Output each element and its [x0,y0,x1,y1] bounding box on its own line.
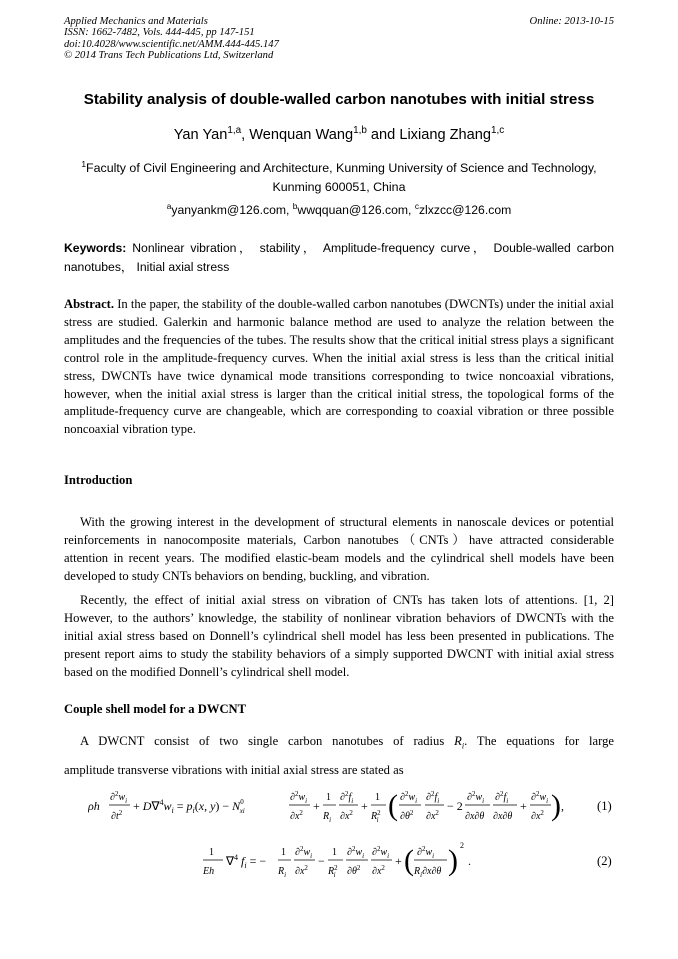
svg-text:∂θ2: $\partial\theta^2$ [347,864,361,877]
affiliation: $^1$Faculty of Civil Engineering and Architecture, Kunming University of Science and Technology, Kunming 600051, China [81,158,597,194]
svg-text:+: + [361,799,368,813]
equation-2 [203,838,463,888]
intro-paragraph-2: Recently, the effect of initial axial stress on vibration of CNTs has taken lots of attentions. [1, 2] However, to the authors’ knowledge, the stability of nonlinear vibration behaviors of DWCNTs with the initial axial stress based on Donnell’s cylindrical shell model has less been presented in publications. The present report aims to study the stability behaviors of a simply supported DWCNT with initial axial stress based on the modified Donnell’s cylindrical shell model. [64,593,614,679]
equation-1-tail [551,783,573,833]
svg-text:∂t2: $\partial t^2$ [111,809,123,822]
svg-text:∇4 fi = −: ∇$^4$ $f_i$ = − [226,853,267,870]
svg-text:∂θ2: $\partial\theta^2$ [400,809,414,822]
svg-text:): ) [551,789,561,822]
keywords-label: Keywords: [64,241,127,255]
svg-text:R2i: $R^2$ i [328,864,338,879]
equation-2-tail [460,838,478,878]
svg-text:∂x2: $\partial x^2$ [426,809,439,822]
svg-text:∂x2: $\partial x^2$ [340,809,353,822]
svg-text:+: + [520,799,527,813]
svg-text:Ri: $R_i$ [278,866,287,879]
intro-paragraph-1: With the growing interest in the development of structural elements in nanoscale devices or potential reinforcements in nanocomposite materials, Carbon nanotubes（CNTs）have attracted considerable attention in recent years. The modified elastic-beam models and the cylindrical shell models have been developed to study CNTs behaviors on bending, buckling, and vibration. [64,515,614,583]
svg-text:−: − [318,854,325,868]
svg-text:Ri∂x∂θ: $R_i\partial x\partial\theta$ [414,866,442,879]
abstract-text: In the paper, the stability of the double-walled carbon nanotubes (DWCNTs) under the initial axial stress are studied. Galerkin and harmonic balance method are used to analyze the relation between the amplitudes and the frequencies of the tubes. The results show that the critical initial stress plays a significant control role in the amplitude-frequency curves. When the initial axial stress is less than the critical initial stress, DWCNTs have twice dynamical mode transitions corresponding to twice noncoaxial vibrations, however, when the initial axial stress is larger than the critical initial stress, the topological forms of the amplitude-frequency curve are changeable, which are corresponding to coaxial vibration or three possible noncoaxial vibration type. [64,297,614,437]
svg-text:ρh: ρh [88,799,100,813]
svg-text:2: 2 [460,841,464,850]
doi-line: doi:10.4028/www.scientific.net/AMM.444-445.147 [64,38,279,50]
online-date: Online: 2013-10-15 [529,16,614,27]
svg-text:1: 1 [375,792,380,803]
couple-shell-paragraph-line1: A DWCNT consist of two single carbon nanotubes of radius $R_i$. The equations for large [80,734,614,751]
svg-text:1: 1 [332,847,337,858]
svg-text:∂2wi: $\partial^2w_i$ [110,790,128,805]
keywords [64,239,614,276]
svg-text:− 2: − 2 [447,799,463,813]
svg-text:∂x2: $\partial x^2$ [372,864,385,877]
svg-text:∂2wi: $\partial^2w_i$ [347,845,365,860]
svg-text:∂2wi: $\partial^2w_i$ [417,845,435,860]
couple-shell-paragraph-line2: amplitude transverse vibrations with initial axial stress are stated as [64,763,404,777]
email-c: $^c$zlxzcc@126.com [414,200,512,217]
svg-text:.: . [468,854,471,868]
svg-text:∂2wi: $\partial^2w_i$ [467,790,485,805]
paper-title: Stability analysis of double-walled carbon nanotubes with initial stress [83,91,595,108]
abstract [64,296,614,439]
email-a: $^a$yanyankm@126.com, [166,200,293,217]
svg-text:1: 1 [209,847,214,858]
svg-text:1: 1 [281,847,286,858]
svg-text:∂2wi: $\partial^2w_i$ [290,790,308,805]
svg-text:Ri: $R_i$ [323,811,332,824]
svg-text:1: 1 [326,792,331,803]
svg-text:(: ( [388,789,398,822]
svg-text:∂2wi: $\partial^2w_i$ [372,845,390,860]
svg-text:∂2wi: $\partial^2w_i$ [531,790,549,805]
author-2: Wenquan Wang$^{1,b}$ and [249,125,400,143]
journal-header [64,16,279,62]
svg-text:R2i: $R^2$ i [371,809,381,824]
svg-text:∂x2: $\partial x^2$ [531,809,544,822]
section-heading-couple-shell: Couple shell model for a DWCNT [64,702,247,716]
svg-text:∂2wi: $\partial^2w_i$ [400,790,418,805]
svg-text:∂x2: $\partial x^2$ [295,864,308,877]
svg-text:+ D∇4wi = pi(x, y) − N0xi: + $D\nabla^4w_i = p_i(x$, $y) - N^0$ xi [133,798,245,815]
author-1: Yan Yan$^{1,a}$, [173,125,250,143]
equation-2-number: (2) [597,854,612,868]
svg-text:(: ( [404,844,414,877]
equation-1-number: (1) [597,799,612,813]
svg-text:∂x∂θ: ∂x∂θ [465,811,485,822]
svg-text:∂2fi: $\partial^2f_i$ [495,790,509,805]
svg-text:∂x2: $\partial x^2$ [290,809,303,822]
email-b: $^b$wwqquan@126.com, [292,200,415,217]
svg-text:∂x∂θ: ∂x∂θ [493,811,513,822]
section-heading-introduction: Introduction [64,473,133,487]
svg-text:+: + [313,799,320,813]
svg-text:): ) [448,844,458,877]
author-3: Lixiang Zhang$^{1,c}$ [399,125,505,143]
journal-name: Applied Mechanics and Materials [64,16,208,27]
email-list [64,201,614,220]
svg-text:∂2fi: $\partial^2f_i$ [340,790,354,805]
keywords-text: Nonlinear vibration， stability， Amplitude-frequency curve， Double-walled carbon nanotubes， Initial axial stress [64,241,614,274]
svg-text:∂2fi: $\partial^2f_i$ [426,790,440,805]
abstract-label: Abstract. [64,297,115,311]
svg-text:,: , [561,799,564,813]
svg-text:Eh: Eh [203,866,215,877]
svg-text:+: + [395,854,402,868]
equation-1 [88,783,568,833]
author-list [0,127,678,143]
issn-line: ISSN: 1662-7482, Vols. 444-445, pp 147-151 [64,27,255,39]
svg-text:∂2wi: $\partial^2w_i$ [295,845,313,860]
copyright-line: © 2014 Trans Tech Publications Ltd, Switzerland [64,50,274,62]
